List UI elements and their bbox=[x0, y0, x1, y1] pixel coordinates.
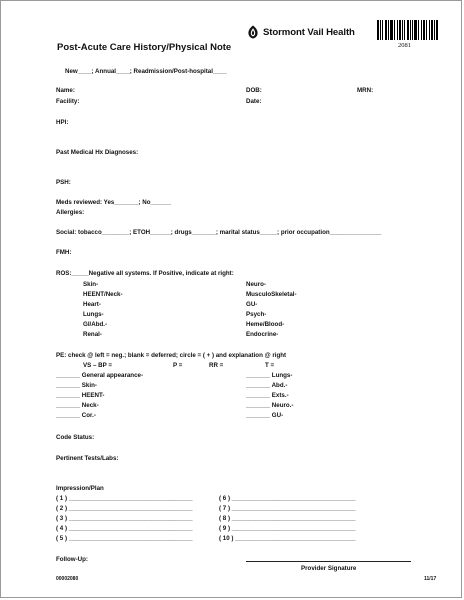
plan-line: ( 8 ) ____________________________________ bbox=[219, 515, 356, 522]
barcode bbox=[377, 20, 441, 40]
plan-line: ( 7 ) ____________________________________ bbox=[219, 505, 356, 512]
brand-mark-icon bbox=[247, 25, 259, 39]
brand-logo bbox=[247, 25, 355, 39]
pe-item: _______ Neck- bbox=[56, 402, 99, 409]
social-history-label: Social: tobacco________; ETOH______; drugs_______; marital status_____; prior occupation_______________ bbox=[56, 229, 382, 236]
impression-plan-label: Impression/Plan bbox=[56, 485, 104, 492]
ros-item: GU- bbox=[246, 301, 258, 308]
plan-line: ( 9 ) ____________________________________ bbox=[219, 525, 356, 532]
dob-label: DOB: bbox=[246, 87, 262, 94]
meds-reviewed-label: Meds reviewed: Yes_______; No______ bbox=[56, 199, 172, 206]
follow-up-label: Follow-Up: bbox=[56, 556, 88, 563]
psh-label: PSH: bbox=[56, 179, 71, 186]
allergies-label: Allergies: bbox=[56, 209, 85, 216]
ros-item: Heme/Blood- bbox=[246, 321, 285, 328]
ros-item: Skin- bbox=[83, 281, 99, 288]
plan-line: ( 3 ) ____________________________________ bbox=[56, 515, 193, 522]
page-title: Post-Acute Care History/Physical Note bbox=[57, 42, 232, 53]
plan-line: ( 1 ) ____________________________________ bbox=[56, 495, 193, 502]
ros-item: Endocrine- bbox=[246, 331, 279, 338]
ros-item: Renal- bbox=[83, 331, 102, 338]
ros-item: Neuro- bbox=[246, 281, 266, 288]
pe-item: _______ Abd.- bbox=[246, 382, 288, 389]
pe-item: _______ Cor.- bbox=[56, 412, 96, 419]
pe-item: _______ Lungs- bbox=[246, 372, 293, 379]
ros-item: HEENT/Neck- bbox=[83, 291, 123, 298]
pmh-label: Past Medical Hx Diagnoses: bbox=[56, 149, 139, 156]
pe-item: _______ Skin- bbox=[56, 382, 97, 389]
vitals-vs-bp: VS – BP = bbox=[83, 362, 112, 369]
date-label: Date: bbox=[246, 98, 262, 105]
signature-line bbox=[246, 561, 411, 562]
facility-label: Facility: bbox=[56, 98, 80, 105]
ros-item: Heart- bbox=[83, 301, 101, 308]
plan-line: ( 5 ) ____________________________________ bbox=[56, 535, 193, 542]
fmh-label: FMH: bbox=[56, 249, 72, 256]
pe-item: _______ Neuro.- bbox=[246, 402, 294, 409]
pe-item: _______ General appearance- bbox=[56, 372, 144, 379]
vitals-rr: RR = bbox=[209, 362, 224, 369]
visit-type-options: New____; Annual____; Readmission/Post-hospital____ bbox=[65, 68, 227, 75]
brand-name: Stormont Vail Health bbox=[263, 26, 355, 38]
pertinent-tests-label: Pertinent Tests/Labs: bbox=[56, 455, 119, 462]
ros-label: ROS:_____Negative all systems. If Positive, indicate at right: bbox=[56, 270, 234, 277]
plan-line: ( 6 ) ____________________________________ bbox=[219, 495, 356, 502]
ros-item: Psych- bbox=[246, 311, 267, 318]
ros-item: Lungs- bbox=[83, 311, 104, 318]
pe-item: _______ HEENT- bbox=[56, 392, 105, 399]
plan-line: ( 10 ) ___________________________________ bbox=[219, 535, 356, 542]
pe-item: _______ Exts.- bbox=[246, 392, 289, 399]
ros-item: GI/Abd.- bbox=[83, 321, 108, 328]
form-number: 00002080 bbox=[56, 576, 79, 582]
ros-item: MusculoSkeletal- bbox=[246, 291, 297, 298]
mrn-label: MRN: bbox=[357, 87, 374, 94]
plan-line: ( 4 ) ____________________________________ bbox=[56, 525, 193, 532]
code-status-label: Code Status: bbox=[56, 434, 95, 441]
pe-label: PE: check @ left = neg.; blank = deferred; circle = ( + ) and explanation @ right bbox=[56, 352, 287, 359]
pe-item: _______ GU- bbox=[246, 412, 284, 419]
vitals-pulse: P = bbox=[173, 362, 183, 369]
provider-signature-label: Provider Signature bbox=[301, 565, 357, 572]
vitals-temp: T = bbox=[265, 362, 275, 369]
hpi-label: HPI: bbox=[56, 119, 69, 126]
barcode-number: 2081 bbox=[398, 42, 411, 49]
plan-line: ( 2 ) ____________________________________ bbox=[56, 505, 193, 512]
form-revision: 11/17 bbox=[424, 576, 437, 582]
name-label: Name: bbox=[56, 87, 75, 94]
